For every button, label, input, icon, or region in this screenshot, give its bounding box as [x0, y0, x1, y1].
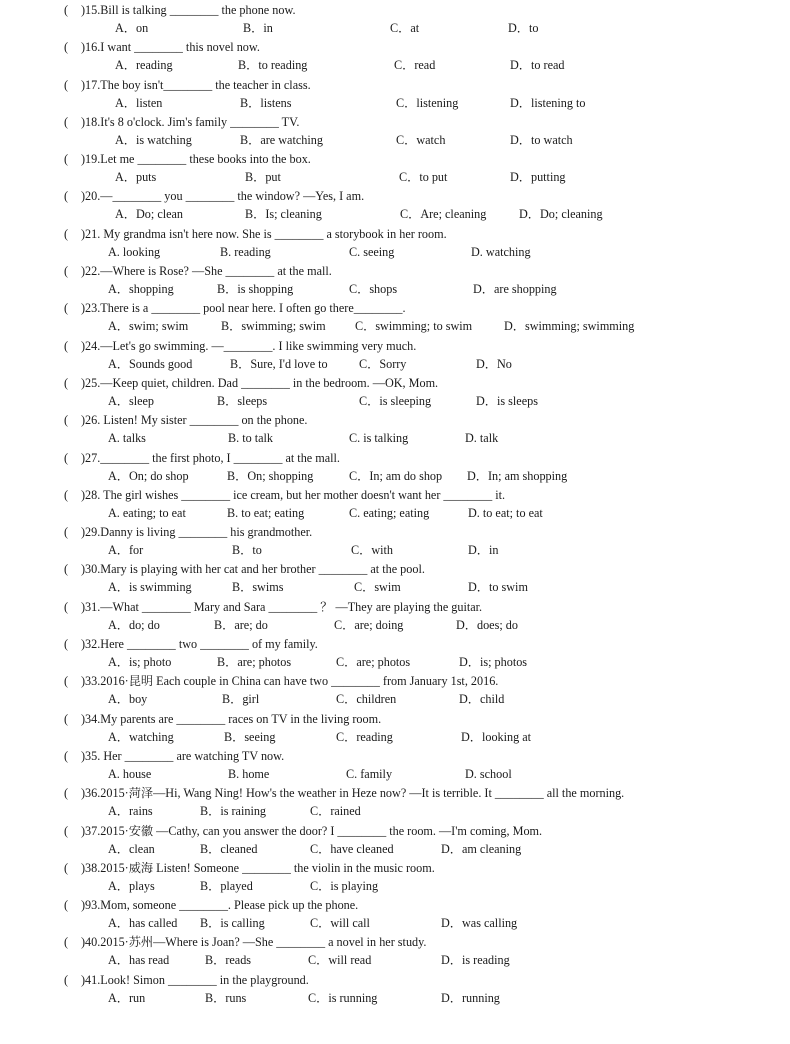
answer-option[interactable]: C．are; photos [336, 655, 411, 670]
answer-option[interactable]: A. talks [108, 431, 146, 446]
question-item [0, 150, 790, 187]
answer-option[interactable]: A．On; do shop [108, 468, 189, 483]
question-item [0, 225, 790, 262]
question-stem [64, 113, 299, 131]
option-row [0, 653, 790, 671]
answer-option[interactable]: A．has read [108, 953, 170, 968]
answer-option[interactable]: A．run [108, 990, 146, 1005]
question-item [0, 560, 790, 597]
question-text: )23.There is a ________ pool near here. I often go there________. [81, 301, 406, 316]
answer-option[interactable]: B．listens [240, 95, 292, 110]
answer-blank[interactable]: ( [64, 972, 69, 987]
answer-option[interactable]: B．in [243, 21, 273, 35]
question-stem [64, 262, 332, 280]
answer-option[interactable]: B．put [245, 170, 281, 185]
answer-option[interactable]: B．seeing [224, 729, 276, 744]
answer-blank[interactable]: ( [64, 860, 69, 875]
answer-option[interactable]: C．watch [396, 132, 446, 147]
answer-option[interactable]: C．shops [349, 282, 398, 297]
question-text: )22.—Where is Rose? —She ________ at the mall. [81, 264, 332, 279]
answer-option[interactable]: B．to reading [238, 58, 308, 73]
answer-option[interactable]: B．Is; cleaning [245, 207, 322, 222]
option-row [0, 317, 790, 335]
answer-option[interactable]: C．will read [308, 953, 372, 968]
answer-blank[interactable]: ( [64, 935, 69, 950]
answer-blank[interactable]: ( [64, 152, 69, 167]
answer-blank[interactable]: ( [64, 711, 69, 726]
answer-option[interactable]: C．In; am do shop [349, 468, 443, 483]
answer-option[interactable]: D．Do; cleaning [519, 207, 603, 222]
question-text: )29.Danny is living ________ his grandmother. [81, 525, 313, 540]
answer-option[interactable]: D．No [476, 356, 512, 371]
answer-option[interactable]: A．reading [115, 58, 173, 73]
answer-blank[interactable]: ( [64, 562, 69, 577]
answer-option[interactable]: D. watching [471, 244, 531, 259]
answer-option[interactable]: A．clean [108, 841, 155, 856]
answer-option[interactable]: C．listening [396, 95, 459, 110]
question-text: )19.Let me ________ these books into the box. [81, 152, 311, 167]
answer-option[interactable]: D．is sleeps [476, 393, 538, 408]
option-row [0, 392, 790, 410]
answer-option[interactable]: C．is running [308, 990, 378, 1005]
option-row [0, 94, 790, 112]
answer-option[interactable]: A．Do; clean [115, 207, 184, 222]
answer-blank[interactable]: ( [64, 3, 69, 17]
answer-option[interactable]: B．girl [222, 692, 260, 707]
answer-option[interactable]: A．plays [108, 878, 155, 893]
option-row [0, 578, 790, 596]
answer-option[interactable]: C．Are; cleaning [400, 207, 487, 222]
question-item [0, 971, 790, 1008]
question-item [0, 859, 790, 896]
answer-option[interactable]: A. eating; to eat [108, 505, 186, 520]
question-stem [64, 150, 311, 168]
answer-option[interactable]: D．to read [510, 58, 565, 73]
option-row [0, 840, 790, 858]
answer-blank[interactable]: ( [64, 637, 69, 652]
question-item [0, 747, 790, 784]
option-row [0, 504, 790, 522]
answer-option[interactable]: C. eating; eating [349, 505, 430, 520]
option-row [0, 728, 790, 746]
answer-option[interactable]: B．sleeps [217, 393, 268, 408]
answer-option[interactable]: D．was calling [441, 916, 518, 931]
question-text: )41.Look! Simon ________ in the playground. [81, 972, 309, 987]
answer-option[interactable]: D. talk [465, 431, 499, 446]
answer-option[interactable]: D．are shopping [473, 282, 557, 297]
question-item [0, 598, 790, 635]
answer-blank[interactable]: ( [64, 40, 69, 55]
question-stem [64, 337, 416, 355]
answer-blank[interactable]: ( [64, 525, 69, 540]
option-row [0, 429, 790, 447]
question-stem [64, 710, 381, 728]
answer-option[interactable]: C．will call [310, 916, 370, 931]
answer-blank[interactable]: ( [64, 487, 69, 502]
answer-option[interactable]: D．in [468, 543, 499, 558]
question-text: )18.It's 8 o'clock. Jim's family ________ TV. [81, 114, 300, 129]
option-row [0, 131, 790, 149]
question-text: )40.2015·苏州—Where is Joan? —She ________ a novel in her study. [81, 935, 427, 950]
question-stem [64, 411, 307, 429]
answer-blank[interactable]: ( [64, 674, 69, 689]
answer-option[interactable]: D．listening to [510, 95, 586, 110]
question-stem [64, 560, 425, 578]
question-item [0, 672, 790, 709]
answer-option[interactable]: A. looking [108, 244, 161, 259]
question-text: )21. My grandma isn't here now. She is ________ a storybook in her room. [81, 226, 447, 241]
answer-option[interactable]: C．rained [310, 804, 361, 819]
answer-option[interactable]: A．boy [108, 692, 148, 707]
question-stem [64, 486, 505, 504]
question-stem [64, 299, 406, 317]
option-row [0, 989, 790, 1007]
question-item [0, 896, 790, 933]
question-item [0, 784, 790, 821]
answer-option[interactable]: A．puts [115, 170, 157, 185]
question-item [0, 449, 790, 486]
answer-option[interactable]: A．has called [108, 916, 178, 931]
question-text: )27.________ the first photo, I ________ at the mall. [81, 450, 340, 465]
question-stem [64, 747, 284, 765]
answer-option[interactable]: C．to put [399, 170, 448, 185]
question-text: )25.—Keep quiet, children. Dad ________ in the bedroom. —OK, Mom. [81, 375, 439, 390]
question-stem [64, 374, 438, 392]
question-stem [64, 523, 312, 541]
question-text: )35. Her ________ are watching TV now. [81, 748, 285, 763]
question-stem [64, 1, 296, 19]
answer-option[interactable]: B．is raining [200, 804, 267, 819]
answer-option[interactable]: B. to talk [228, 431, 274, 446]
answer-option[interactable]: B．played [200, 878, 253, 893]
question-item [0, 822, 790, 859]
answer-option[interactable]: B．Sure, I'd love to [230, 356, 328, 371]
answer-option[interactable]: A．do; do [108, 617, 160, 632]
question-item [0, 710, 790, 747]
answer-option[interactable]: B．is shopping [217, 282, 294, 297]
answer-blank[interactable]: ( [64, 375, 69, 390]
answer-option[interactable]: B．to [232, 543, 262, 558]
option-row [0, 355, 790, 373]
option-row [0, 56, 790, 74]
question-text: )36.2015·菏泽—Hi, Wang Ning! How's the weather in Heze now? —It is terrible. It ________ all the morning. [81, 786, 625, 801]
option-row [0, 243, 790, 261]
answer-blank[interactable]: ( [64, 189, 69, 204]
answer-option[interactable]: A．rains [108, 804, 153, 819]
answer-option[interactable]: A．is watching [115, 132, 192, 147]
question-text: )20.—________ you ________ the window? —Yes, I am. [81, 189, 365, 204]
question-text: )33.2016·昆明 Each couple in China can have two ________ from January 1st, 2016. [81, 674, 499, 689]
answer-option[interactable]: C. is talking [349, 431, 409, 446]
question-text: )38.2015·威海 Listen! Someone ________ the violin in the music room. [81, 860, 435, 875]
option-row [0, 168, 790, 186]
answer-option[interactable]: D．to watch [510, 132, 573, 147]
option-row [0, 616, 790, 634]
answer-option[interactable]: A．sleep [108, 393, 155, 408]
option-row [0, 877, 790, 895]
answer-option[interactable]: A. house [108, 766, 152, 781]
question-text: )16.I want ________ this novel now. [81, 40, 260, 55]
answer-option[interactable]: C．are; doing [334, 617, 404, 632]
question-item [0, 411, 790, 448]
answer-option[interactable]: C．at [390, 21, 420, 35]
answer-option[interactable]: D．am cleaning [441, 841, 522, 856]
answer-option[interactable]: A．Sounds good [108, 356, 193, 371]
answer-option[interactable]: A．on [115, 21, 149, 35]
question-stem [64, 822, 542, 840]
answer-option[interactable]: A．listen [115, 95, 163, 110]
answer-option[interactable]: C. seeing [349, 244, 395, 259]
option-row [0, 802, 790, 820]
question-stem [64, 672, 498, 690]
question-item [0, 486, 790, 523]
answer-option[interactable]: D．In; am shopping [467, 468, 568, 483]
answer-option[interactable]: C．is sleeping [359, 393, 432, 408]
answer-option[interactable]: A．watching [108, 729, 174, 744]
answer-blank[interactable]: ( [64, 77, 69, 92]
answer-option[interactable]: B．are; do [214, 617, 268, 632]
answer-blank[interactable]: ( [64, 898, 69, 913]
answer-option[interactable]: D．is; photos [459, 655, 528, 670]
answer-option[interactable]: D. to eat; to eat [468, 505, 543, 520]
option-row [0, 205, 790, 223]
option-row [0, 690, 790, 708]
question-item [0, 933, 790, 970]
answer-blank[interactable]: ( [64, 338, 69, 353]
question-stem [64, 225, 447, 243]
question-text: )37.2015·安徽 —Cathy, can you answer the door? I ________ the room. —I'm coming, Mom. [81, 823, 543, 838]
question-item [0, 1, 790, 38]
question-text: )34.My parents are ________ races on TV in the living room. [81, 711, 382, 726]
answer-option[interactable]: B．reads [205, 953, 252, 968]
question-sheet [0, 1, 790, 1008]
option-row [0, 765, 790, 783]
question-text: )24.—Let's go swimming. —________. I like swimming very much. [81, 338, 417, 353]
answer-option[interactable]: B．is calling [200, 916, 265, 931]
answer-option[interactable]: C．swim [354, 580, 401, 595]
answer-option[interactable]: C．children [336, 692, 397, 707]
answer-option[interactable]: A．is; photo [108, 655, 172, 670]
answer-option[interactable]: C．reading [336, 729, 393, 744]
question-stem [64, 449, 340, 467]
question-text: )93.Mom, someone ________. Please pick up the phone. [81, 898, 359, 913]
answer-option[interactable]: B. reading [220, 244, 271, 259]
answer-option[interactable]: C．have cleaned [310, 841, 394, 856]
answer-blank[interactable]: ( [64, 413, 69, 428]
answer-option[interactable]: B．cleaned [200, 841, 258, 856]
answer-blank[interactable]: ( [64, 786, 69, 801]
question-stem [64, 38, 260, 56]
answer-blank[interactable]: ( [64, 114, 69, 129]
answer-option[interactable]: B．swims [232, 580, 284, 595]
answer-option[interactable]: A．is swimming [108, 580, 192, 595]
answer-option[interactable]: B．are; photos [217, 655, 292, 670]
answer-option[interactable]: C. family [346, 766, 393, 781]
question-stem [64, 933, 426, 951]
question-stem [64, 784, 624, 802]
question-item [0, 635, 790, 672]
option-row [0, 280, 790, 298]
answer-blank[interactable]: ( [64, 301, 69, 316]
question-text: )17.The boy isn't________ the teacher in class. [81, 77, 311, 92]
answer-option[interactable]: C．with [351, 543, 393, 558]
answer-option[interactable]: B. to eat; eating [227, 505, 305, 520]
question-text: )15.Bill is talking ________ the phone now. [81, 3, 296, 17]
answer-option[interactable]: A．for [108, 543, 144, 558]
answer-option[interactable]: D．running [441, 990, 500, 1005]
answer-option[interactable]: D．to [508, 21, 539, 35]
answer-option[interactable]: D．putting [510, 170, 566, 185]
answer-option[interactable]: D．does; do [456, 617, 518, 632]
answer-option[interactable]: C．Sorry [359, 356, 407, 371]
question-text: )31.—What ________ Mary and Sara ________ ？ —They are playing the guitar. [81, 599, 483, 614]
question-text: )30.Mary is playing with her cat and her brother ________ at the pool. [81, 562, 425, 577]
answer-option[interactable]: A．shopping [108, 282, 174, 297]
answer-option[interactable]: D．is reading [441, 953, 510, 968]
question-text: )28. The girl wishes ________ ice cream, but her mother doesn't want her ________ it. [81, 487, 506, 502]
question-text: )32.Here ________ two ________ of my family. [81, 637, 318, 652]
option-row [0, 951, 790, 969]
answer-blank[interactable]: ( [64, 450, 69, 465]
question-stem [64, 187, 364, 205]
answer-option[interactable]: D．to swim [468, 580, 528, 595]
answer-blank[interactable]: ( [64, 748, 69, 763]
answer-option[interactable]: B. home [228, 766, 270, 781]
answer-blank[interactable]: ( [64, 264, 69, 279]
question-item [0, 38, 790, 75]
answer-blank[interactable]: ( [64, 599, 69, 614]
answer-option[interactable]: B．swimming; swim [221, 319, 326, 334]
question-item [0, 374, 790, 411]
answer-option[interactable]: B．runs [205, 990, 247, 1005]
answer-option[interactable]: D. school [465, 766, 512, 781]
question-item [0, 262, 790, 299]
answer-blank[interactable]: ( [64, 226, 69, 241]
answer-option[interactable]: B．On; shopping [227, 468, 314, 483]
answer-option[interactable]: A．swim; swim [108, 319, 189, 334]
question-stem [64, 971, 309, 989]
option-row [0, 467, 790, 485]
question-item [0, 187, 790, 224]
question-text: )26. Listen! My sister ________ on the phone. [81, 413, 308, 428]
question-stem [64, 598, 482, 616]
answer-option[interactable]: D．child [459, 692, 505, 707]
question-stem [64, 859, 435, 877]
question-item [0, 337, 790, 374]
option-row [0, 914, 790, 932]
question-item [0, 76, 790, 113]
answer-option[interactable]: D．looking at [461, 729, 532, 744]
answer-option[interactable]: C．is playing [310, 878, 379, 893]
option-row [0, 541, 790, 559]
answer-option[interactable]: C．read [394, 58, 436, 73]
question-item [0, 523, 790, 560]
question-item [0, 113, 790, 150]
question-stem [64, 896, 358, 914]
question-stem [64, 635, 318, 653]
answer-option[interactable]: C．swimming; to swim [355, 319, 473, 334]
question-stem [64, 76, 311, 94]
answer-blank[interactable]: ( [64, 823, 69, 838]
answer-option[interactable]: D．swimming; swimming [504, 319, 635, 334]
question-item [0, 299, 790, 336]
option-row [0, 19, 790, 37]
answer-option[interactable]: B．are watching [240, 132, 323, 147]
